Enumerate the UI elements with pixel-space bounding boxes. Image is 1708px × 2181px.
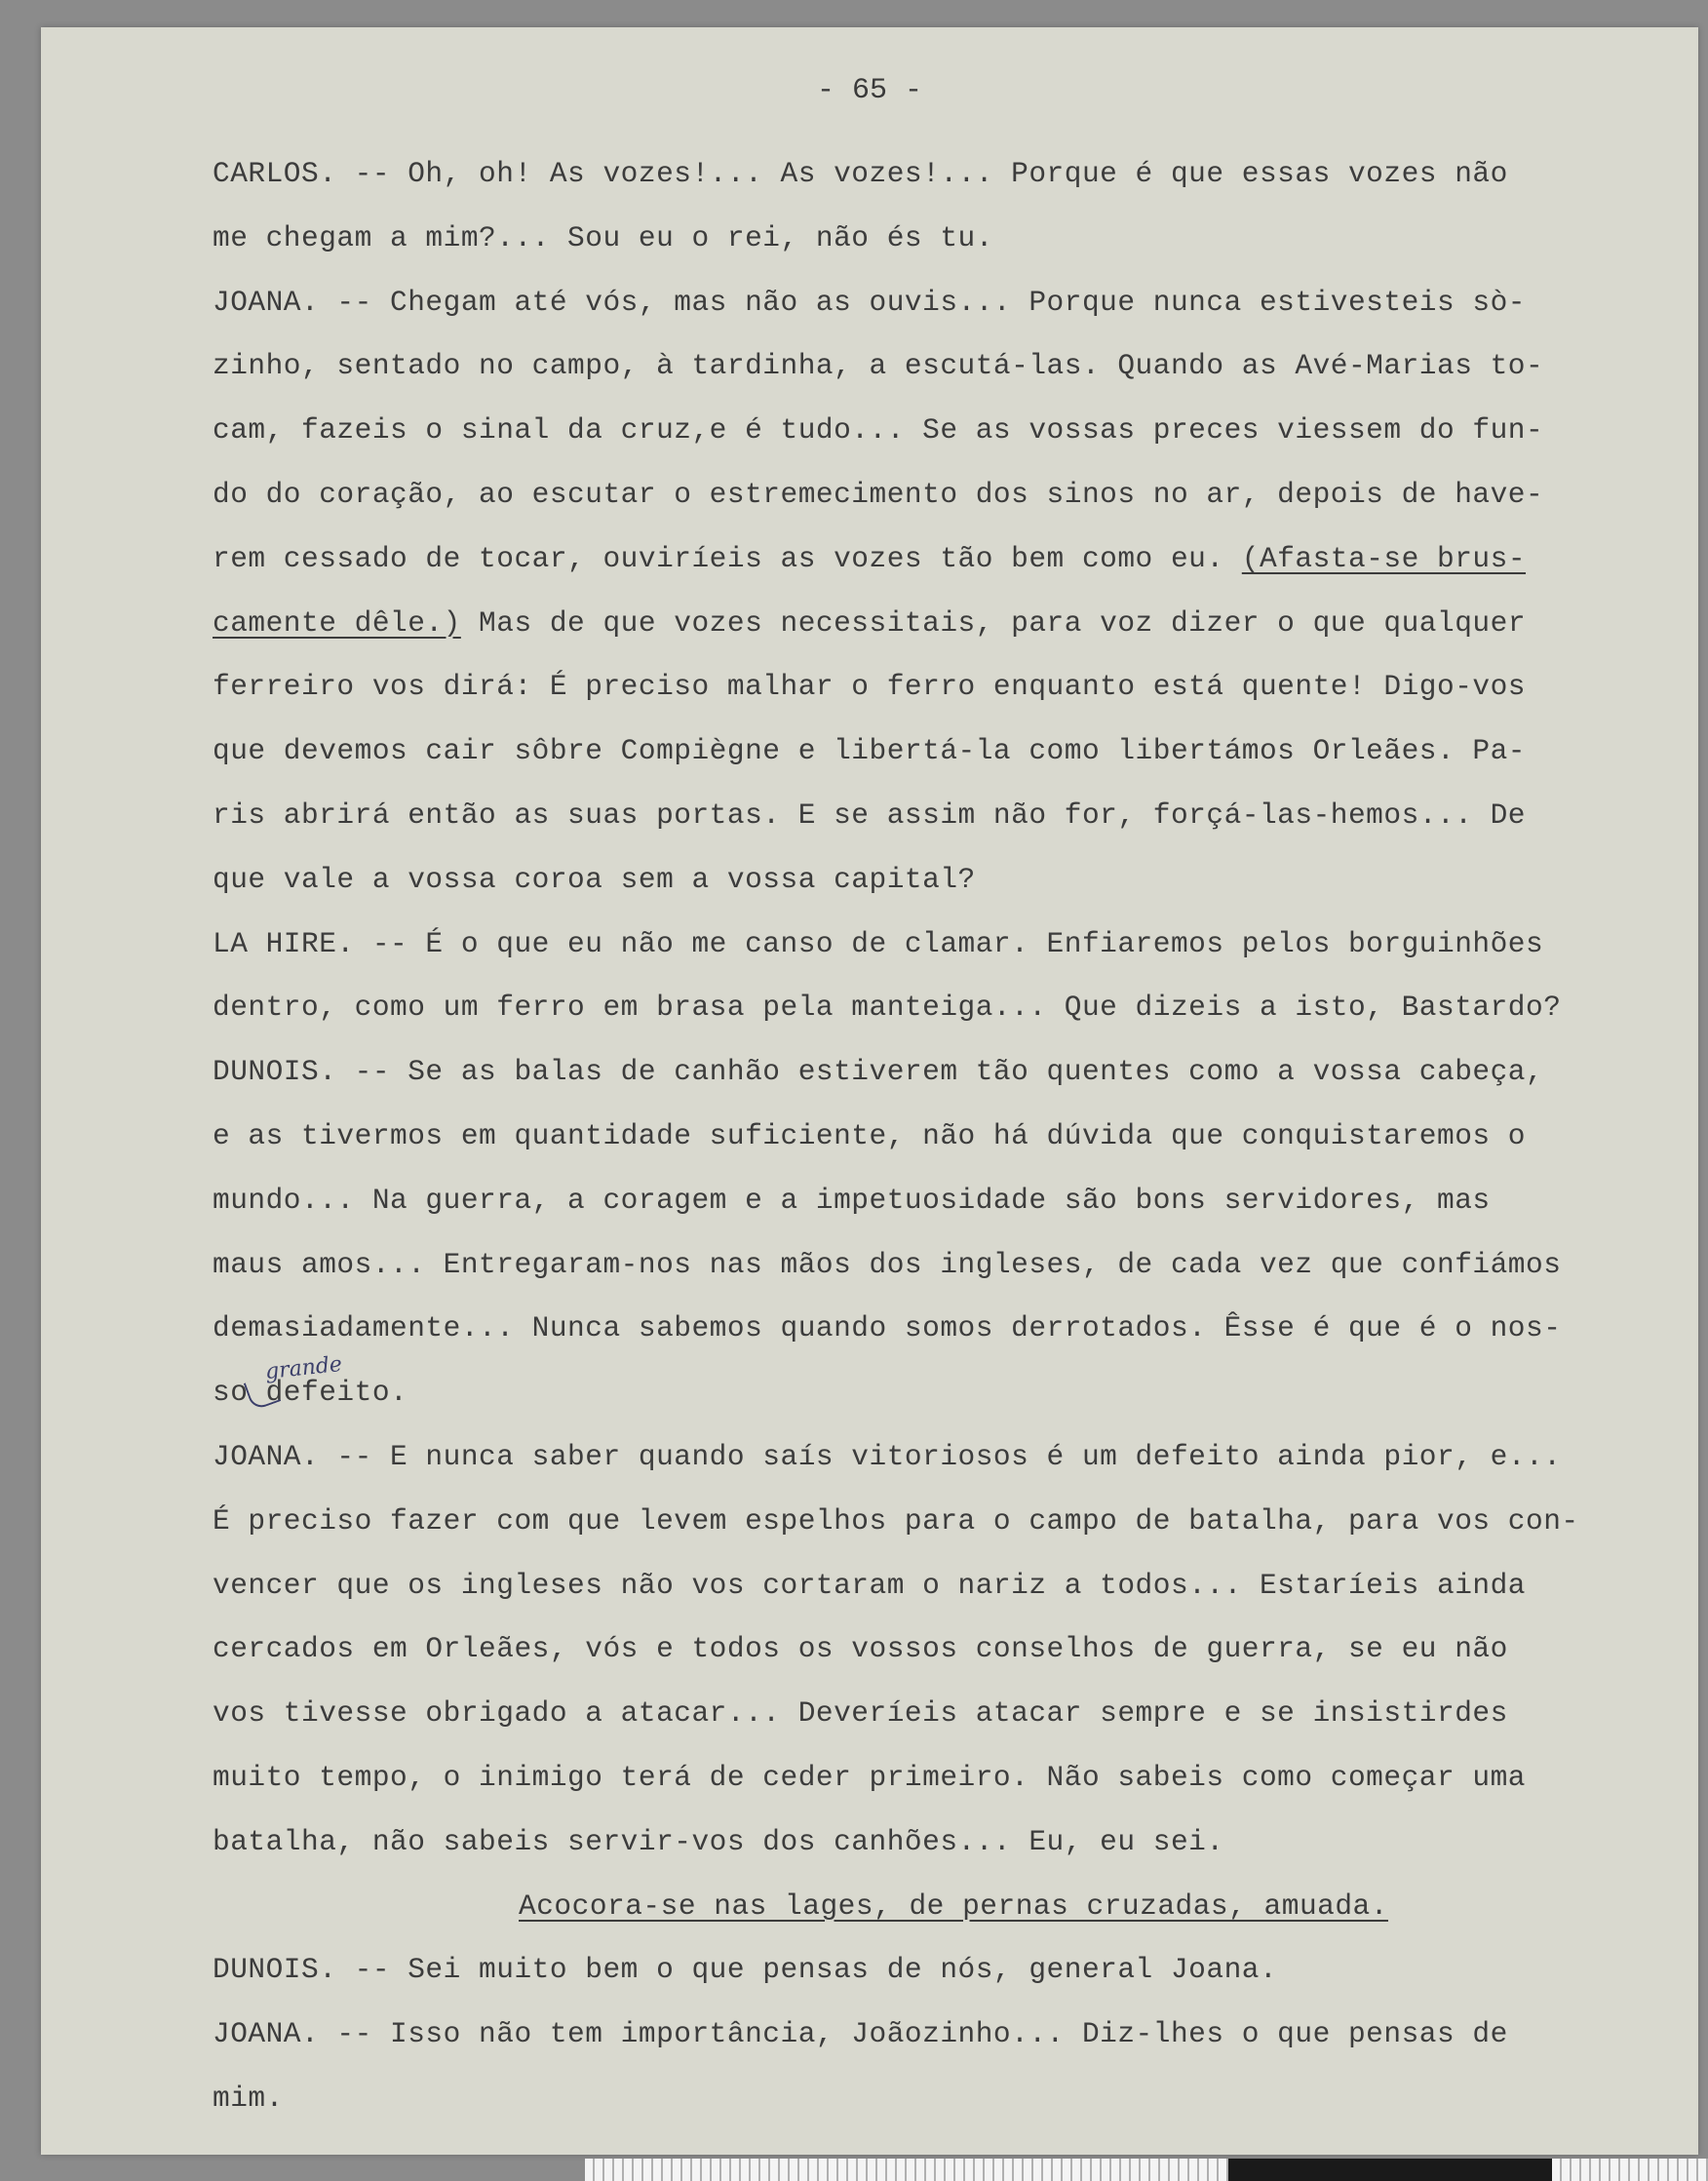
text-line: ferreiro vos dirá: É preciso malhar o ferro enquanto está quente! Digo-vos [213, 670, 1527, 704]
page-number: - 65 - [816, 74, 923, 107]
text-line: dentro, como um ferro em brasa pela manteiga... Que dizeis a isto, Bastardo? [213, 991, 1562, 1025]
text-line: DUNOIS. -- Se as balas de canhão estiverem tão quentes como a vossa cabeça, [213, 1055, 1544, 1089]
stage-direction-line [213, 1875, 1694, 1939]
handwritten-annotation: grande [263, 1351, 344, 1385]
scan-scale-bar [585, 2159, 1708, 2181]
text-line-end: Mas de que vozes necessitais, para voz dizer o que qualquer [460, 605, 1527, 640]
text-line: do do coração, ao escutar o estremecimento dos sinos no ar, depois de have- [213, 477, 1544, 511]
stage-direction: Acocora-se nas lages, de pernas cruzadas, amuada. [519, 1889, 1388, 1923]
text-line: cam, fazeis o sinal da cruz,e é tudo... Se as vossas preces viessem do fun- [213, 413, 1544, 448]
text-line: mundo... Na guerra, a coragem e a impetuosidade são bons servidores, mas [213, 1183, 1491, 1217]
text-line-start: rem cessado de tocar, ouviríeis as vozes tão bem como eu. [213, 541, 1242, 575]
text-line: É preciso fazer com que levem espelhos para o campo de batalha, para vos con- [213, 1503, 1579, 1538]
text-line: ris abrirá então as suas portas. E se assim não for, forçá-las-hemos... De [213, 798, 1527, 832]
text-line: muito tempo, o inimigo terá de ceder primeiro. Não sabeis como começar uma [213, 1760, 1527, 1794]
text-line: LA HIRE. -- É o que eu não me canso de clamar. Enfiaremos pelos borguinhões [213, 926, 1544, 960]
text-line: vos tivesse obrigado a atacar... Deveríeis atacar sempre e se insistirdes [213, 1696, 1508, 1731]
scale-ticks [1552, 2159, 1708, 2181]
text-line: JOANA. -- Isso não tem importância, Joãozinho... Diz-lhes o que pensas de [213, 2017, 1508, 2051]
script-text [213, 142, 1694, 2131]
document-page [41, 27, 1698, 2155]
text-line: zinho, sentado no campo, à tardinha, a escutá-las. Quando as Avé-Marias to- [213, 349, 1544, 383]
text-line: so defeito. [213, 1376, 408, 1410]
text-line: demasiadamente... Nunca sabemos quando somos derrotados. Êsse é que é o nos- [213, 1311, 1562, 1345]
text-line [213, 527, 1694, 592]
stage-direction: (Afasta-se brus- [1241, 541, 1527, 575]
stage-direction: camente dêle.) [213, 605, 461, 640]
text-line: maus amos... Entregaram-nos nas mãos dos ingleses, de cada vez que confiámos [213, 1247, 1562, 1281]
text-line: me chegam a mim?... Sou eu o rei, não és tu. [213, 220, 993, 254]
text-line: e as tivermos em quantidade suficiente, não há dúvida que conquistaremos o [213, 1118, 1527, 1152]
text-line: que devemos cair sôbre Compiègne e libertá-la como libertámos Orleães. Pa- [213, 734, 1527, 768]
text-line: mim. [213, 2081, 284, 2115]
text-line: cercados em Orleães, vós e todos os vossos conselhos de guerra, se eu não [213, 1632, 1508, 1666]
text-line: batalha, não sabeis servir-vos dos canhões... Eu, eu sei. [213, 1824, 1224, 1858]
text-line: vencer que os ingleses não vos cortaram o nariz a todos... Estaríeis ainda [213, 1568, 1527, 1602]
text-line: JOANA. -- Chegam até vós, mas não as ouvis... Porque nunca estivesteis sò- [213, 285, 1527, 319]
text-line: JOANA. -- E nunca saber quando saís vitoriosos é um defeito ainda pior, e... [213, 1439, 1562, 1473]
text-line [213, 592, 1694, 656]
text-line: CARLOS. -- Oh, oh! As vozes!... As vozes!... Porque é que essas vozes não [213, 157, 1508, 190]
scale-ticks [585, 2159, 1228, 2181]
text-line: que vale a vossa coroa sem a vossa capital? [213, 862, 976, 896]
text-line: DUNOIS. -- Sei muito bem o que pensas de nós, general Joana. [213, 1953, 1278, 1987]
